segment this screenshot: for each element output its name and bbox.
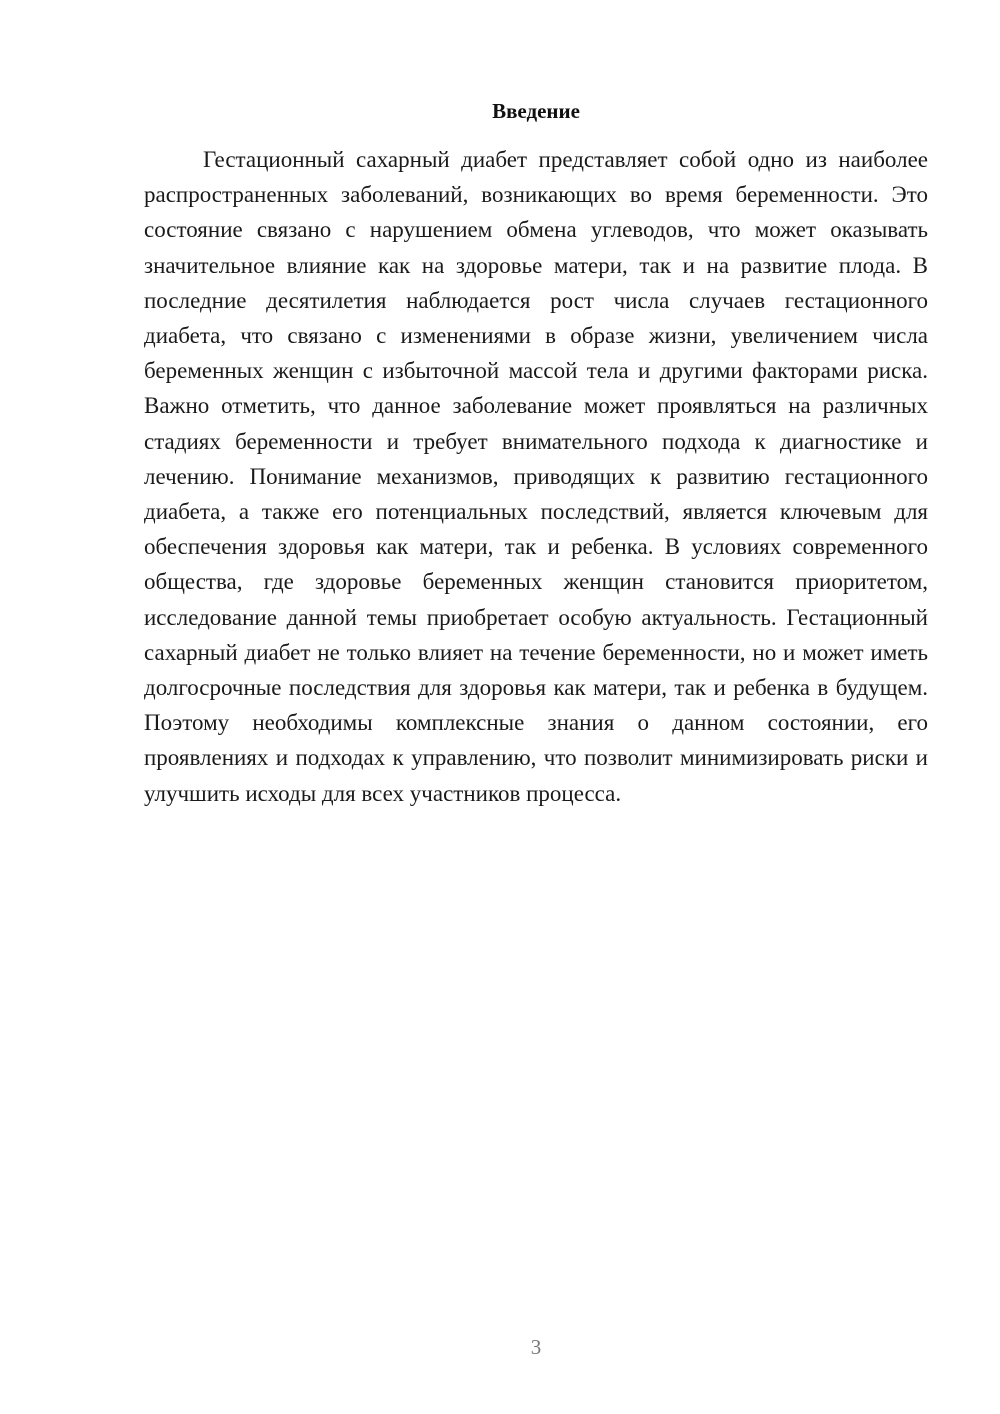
page-number: 3: [530, 1335, 542, 1359]
section-heading: Введение: [492, 99, 580, 123]
intro-paragraph: Гестационный сахарный диабет представляет собой одно из наиболее распространенных заболеваний, возникающих во время беременности. Это состояние связано с нарушением обмена углеводов, что может оказывать значительное влияние как на здоровье матери, так и на развитие плода. В последние десятилетия наблюдается рост числа случаев гестационного диабета, что связано с изменениями в образе жизни, увеличением числа беременных женщин с избыточной массой тела и другими факторами риска. Важно отметить, что данное заболевание может проявляться на различных стадиях беременности и требует внимательного подхода к диагностике и лечению. Понимание механизмов, приводящих к развитию гестационного диабета, а также его потенциальных последствий, является ключевым для обеспечения здоровья как матери, так и ребенка. В условиях современного общества, где здоровье беременных женщин становится приоритетом, исследование данной темы приобретает особую актуальность. Гестационный сахарный диабет не только влияет на течение беременности, но и может иметь долгосрочные последствия для здоровья как матери, так и ребенка в будущем. Поэтому необходимы комплексные знания о данном состоянии, его проявлениях и подходах к управлению, что позволит минимизировать риски и улучшить исходы для всех участников процесса.: [144, 147, 928, 806]
